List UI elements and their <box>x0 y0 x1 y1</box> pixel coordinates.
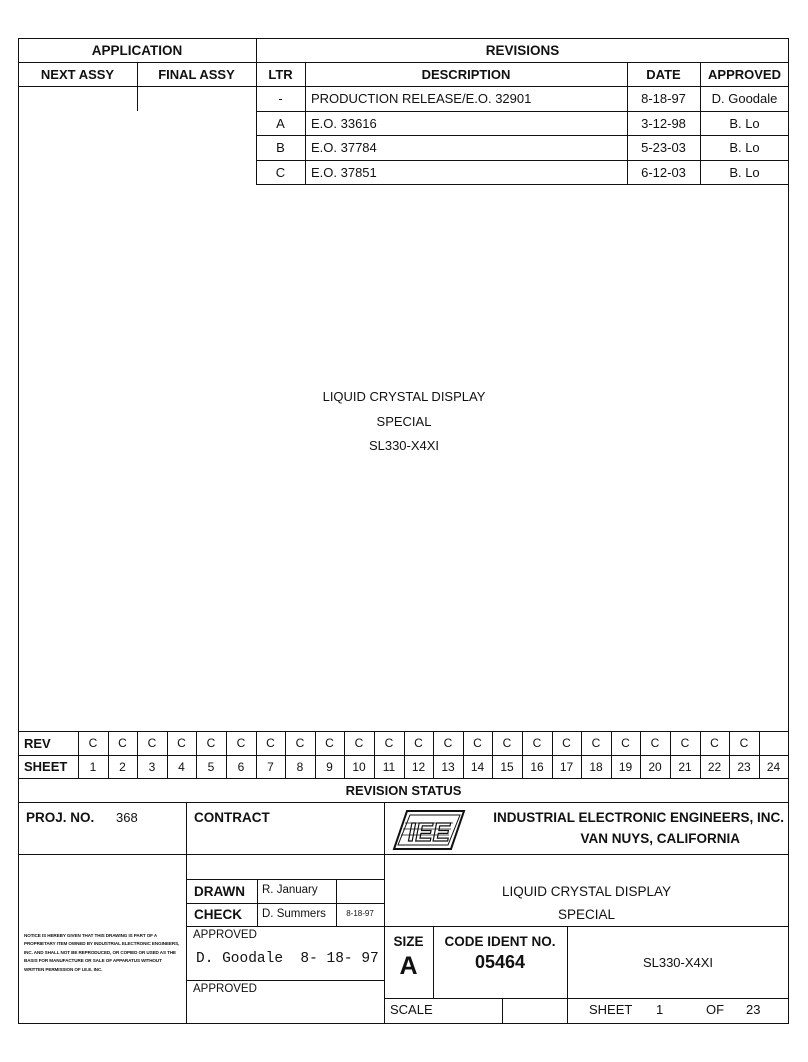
check-by: D. Summers <box>262 907 326 920</box>
rev-status-rev-cell: C <box>118 736 127 750</box>
revision-date: 3-12-98 <box>641 115 686 131</box>
part-number: SL330-X4XI <box>642 954 714 970</box>
company-location: VAN NUYS, CALIFORNIA <box>580 830 740 846</box>
rev-status-sheet-cell: 10 <box>352 759 366 774</box>
rev-status-rev-cell: C <box>621 736 630 750</box>
next-assy-header: NEXT ASSY <box>40 66 115 82</box>
rev-status-sheet-cell: 16 <box>530 759 544 774</box>
logo-text: IEE <box>408 817 450 847</box>
drawn-label: DRAWN <box>194 883 245 899</box>
rev-status-sheet-cell: 11 <box>382 759 396 774</box>
rev-status-sheet-cell: 7 <box>267 759 274 774</box>
revision-description: PRODUCTION RELEASE/E.O. 32901 <box>311 91 532 106</box>
body-title-line2: SPECIAL <box>376 413 432 429</box>
revision-approved: B. Lo <box>729 164 760 180</box>
sheet-label-tb: SHEET <box>589 1001 633 1017</box>
drawing-title-line1: LIQUID CRYSTAL DISPLAY <box>501 883 672 899</box>
rev-status-rev-cell: C <box>325 736 334 750</box>
revisions-title: REVISIONS <box>485 42 560 58</box>
rev-status-sheet-cell: 15 <box>500 759 514 774</box>
rev-status-sheet-cell: 4 <box>178 759 185 774</box>
sheet-number: 1 <box>656 1001 664 1017</box>
rev-status-rev-cell: C <box>710 736 719 750</box>
size-value: A <box>399 951 418 980</box>
revision-status-caption: REVISION STATUS <box>345 782 462 798</box>
sheet-label: SHEET <box>24 759 68 774</box>
revision-ltr: B <box>276 140 285 155</box>
company-name: INDUSTRIAL ELECTRONIC ENGINEERS, INC. <box>493 809 784 825</box>
rev-status-sheet-cell: 18 <box>589 759 603 774</box>
contract-label: CONTRACT <box>194 809 270 825</box>
rev-status-rev-cell: C <box>384 736 394 750</box>
rev-status-sheet-cell: 20 <box>648 759 662 774</box>
application-title: APPLICATION <box>91 42 183 58</box>
revision-description: E.O. 37851 <box>311 164 377 180</box>
rev-status-sheet-cell: 24 <box>766 759 781 774</box>
rev-status-sheet-cell: 8 <box>296 759 304 774</box>
proj-no-value: 368 <box>116 809 138 825</box>
approved-header: APPROVED <box>708 66 781 82</box>
rev-status-rev-cell: C <box>473 736 482 750</box>
rev-status-sheet-cell: 3 <box>148 759 156 774</box>
rev-status-rev-cell: C <box>739 736 749 750</box>
revision-date: 8-18-97 <box>641 91 686 106</box>
rev-status-sheet-cell: 12 <box>411 759 426 774</box>
rev-status-rev-cell: C <box>354 736 364 750</box>
proprietary-notice: NOTICE IS HEREBY GIVEN THAT THIS DRAWING IS PART OF A PROPRIETARY ITEM OWNED BY INDUSTRIAL ELECTRONIC ENGINEERS, INC. AND SHALL NOT BE REPRODUCED, OR COPIED OR USED AS THE BASIS FOR MANUFACTURE OR SALE OF APPARATUS WITHOUT WRITTEN PERMISSION OF I.E.E. INC. <box>24 933 180 972</box>
of-label: OF <box>706 1001 725 1017</box>
date-header: DATE <box>646 66 681 82</box>
rev-status-rev-cell: C <box>650 736 660 750</box>
rev-status-sheet-cell: 5 <box>207 759 215 774</box>
sheet-total: 23 <box>746 1001 761 1017</box>
drawing-frame <box>18 38 789 1024</box>
rev-status-sheet-cell: 19 <box>618 759 633 774</box>
approved-signature: D. Goodale 8- 18- 97 <box>196 951 379 967</box>
rev-status-rev-cell: C <box>266 736 275 750</box>
rev-status-sheet-cell: 6 <box>237 759 245 774</box>
rev-status-sheet-cell: 1 <box>89 759 97 774</box>
rev-status-rev-cell: C <box>591 736 601 750</box>
code-ident-label: CODE IDENT NO. <box>444 933 556 949</box>
rev-status-rev-cell: C <box>414 736 423 750</box>
rev-status-rev-cell: C <box>295 736 305 750</box>
rev-status-rev-cell: C <box>147 736 157 750</box>
rev-status-rev-cell: C <box>680 736 690 750</box>
rev-status-rev-cell: C <box>177 736 186 750</box>
iee-logo <box>391 808 467 852</box>
rev-label: REV <box>24 735 51 751</box>
iee-logo-icon <box>391 808 467 852</box>
final-assy-header: FINAL ASSY <box>158 66 235 82</box>
revision-date: 6-12-03 <box>641 164 686 180</box>
rev-status-sheet-cell: 22 <box>707 759 722 774</box>
rev-status-sheet-cell: 9 <box>326 759 333 774</box>
rev-status-rev-cell: C <box>236 736 246 750</box>
rev-status-rev-cell: C <box>532 736 542 750</box>
drawing-title-line2: SPECIAL <box>557 906 616 922</box>
body-title-line1: LIQUID CRYSTAL DISPLAY <box>322 388 486 404</box>
revision-date: 5-23-03 <box>641 140 686 155</box>
rev-status-rev-cell: C <box>443 736 453 750</box>
revision-approved: B. Lo <box>729 140 760 155</box>
rev-status-rev-cell: C <box>206 736 216 750</box>
revision-approved: D. Goodale <box>711 91 778 106</box>
revision-description: E.O. 37784 <box>311 140 377 155</box>
revision-ltr: A <box>276 115 285 131</box>
check-date: 8-18-97 <box>346 909 374 918</box>
rev-status-rev-cell: C <box>562 736 571 750</box>
rev-status-sheet-cell: 13 <box>441 759 455 774</box>
drawn-by: R. January <box>262 884 318 896</box>
rev-status-sheet-cell: 23 <box>737 759 751 774</box>
description-header: DESCRIPTION <box>421 66 511 82</box>
revision-ltr: - <box>278 91 283 106</box>
proj-no-label: PROJ. NO. <box>26 809 95 825</box>
rev-status-sheet-cell: 14 <box>470 759 485 774</box>
rev-status-sheet-cell: 21 <box>678 759 692 774</box>
code-ident-value: 05464 <box>474 951 526 972</box>
check-label: CHECK <box>194 907 243 922</box>
ltr-header: LTR <box>268 66 293 82</box>
approved-label-2: APPROVED <box>193 982 257 995</box>
rev-status-rev-cell: C <box>502 736 512 750</box>
rev-status-sheet-cell: 17 <box>559 759 574 774</box>
body-part-number: SL330-X4XI <box>368 437 440 453</box>
scale-label: SCALE <box>390 1001 433 1017</box>
size-label: SIZE <box>393 933 424 949</box>
revision-approved: B. Lo <box>729 115 760 131</box>
rev-status-rev-cell: C <box>88 736 98 750</box>
revision-ltr: C <box>275 164 286 180</box>
approved-label-1: APPROVED <box>193 928 257 941</box>
rev-status-sheet-cell: 2 <box>119 759 126 774</box>
revision-description: E.O. 33616 <box>311 115 377 131</box>
rev-status-rev-cell <box>759 731 788 755</box>
